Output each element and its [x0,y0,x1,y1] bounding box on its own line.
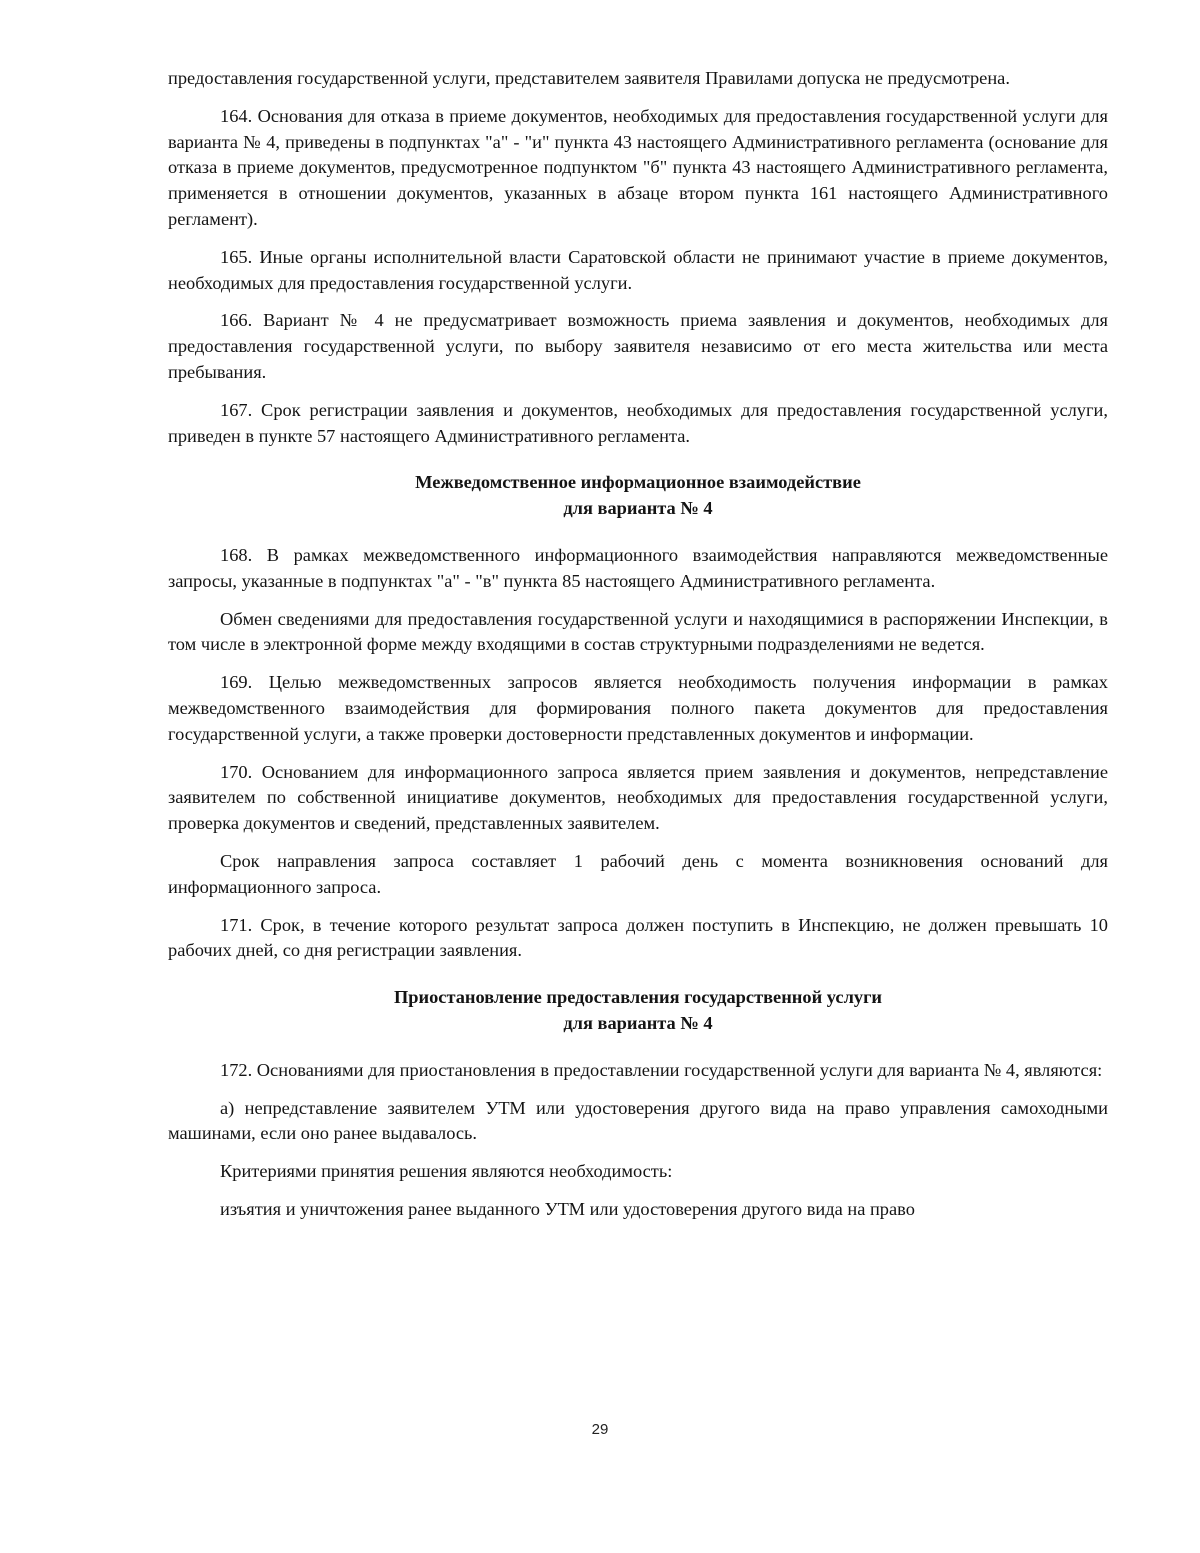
paragraph-170: 170. Основанием для информационного запроса является прием заявления и документов, непредставление заявителем по собственной инициативе документов, необходимых для предоставления государственной услуги, проверка документов и сведений, представленных заявителем. [168,761,1108,834]
paragraph-continuation: предоставления государственной услуги, представителем заявителя Правилами допуска не предусмотрена. [168,68,1010,88]
paragraph-167: 167. Срок регистрации заявления и документов, необходимых для предоставления государственной услуги, приведен в пункте 57 настоящего Административного регламента. [168,399,1108,446]
paragraph-seizure: изъятия и уничтожения ранее выданного УТМ или удостоверения другого вида на право [220,1198,915,1219]
paragraph-172: 172. Основаниями для приостановления в предоставлении государственной услуги для варианта № 4, являются: [220,1059,1103,1080]
paragraph-171: 171. Срок, в течение которого результат запроса должен поступить в Инспекцию, не должен превышать 10 рабочих дней, со дня регистрации заявления. [168,914,1108,961]
section-heading-line: Межведомственное информационное взаимодействие [415,472,861,493]
page-number: 29 [591,1421,609,1438]
paragraph-item-a: а) непредставление заявителем УТМ или удостоверения другого вида на право управления самоходными машинами, если оно ранее выдавалось. [168,1097,1108,1144]
section-heading-interagency [168,470,1108,522]
paragraph-criteria: Критериями принятия решения являются необходимость: [220,1161,673,1182]
section-heading-suspension [168,985,1108,1037]
section-heading-line: Приостановление предоставления государственной услуги [393,987,883,1008]
paragraph-164: 164. Основания для отказа в приеме документов, необходимых для предоставления государственной услуги для варианта № 4, приведены в подпунктах "а" - "и" пункта 43 настоящего Административного регламента (основание для отказа в приеме документов, предусмотренное подпунктом "б" пункта 43 настоящего Административного регламента, применяется в отношении документов, указанных в абзаце втором пункта 161 настоящего Административного регламент). [168,105,1108,229]
document-page [168,66,1108,1235]
paragraph-166: 166. Вариант № 4 не предусматривает возможность приема заявления и документов, необходимых для предоставления государственной услуги, по выбору заявителя независимо от его места жительства или места пребывания. [168,310,1108,382]
paragraph-168: 168. В рамках межведомственного информационного взаимодействия направляются межведомственные запросы, указанные в подпунктах "а" - "в" пункта 85 настоящего Административного регламента. [168,544,1108,591]
paragraph-165: 165. Иные органы исполнительной власти Саратовской области не принимают участие в приеме документов, необходимых для предоставления государственной услуги. [168,246,1108,293]
paragraph-request-term: Срок направления запроса составляет 1 рабочий день с момента возникновения оснований для информационного запроса. [168,850,1108,897]
section-heading-line: для варианта № 4 [563,1012,713,1033]
paragraph-169: 169. Целью межведомственных запросов является необходимость получения информации в рамках межведомственного взаимодействия для формирования полного пакета документов для предоставления государственной услуги, а также проверки достоверности представленных документов и информации. [168,672,1108,744]
paragraph-exchange: Обмен сведениями для предоставления государственной услуги и находящимися в распоряжении Инспекции, в том числе в электронной форме между входящими в состав структурными подразделениями не ведется. [168,608,1108,655]
section-heading-line: для варианта № 4 [563,498,713,519]
